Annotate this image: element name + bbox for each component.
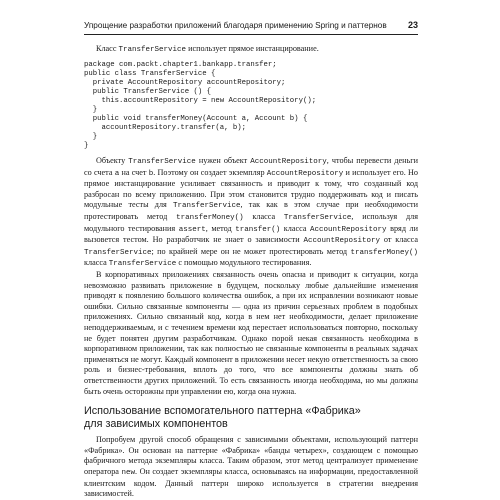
code-line: } (84, 105, 98, 114)
code-line: public TransferService () { (84, 87, 211, 96)
code-line: package com.packt.chapter1.bankapp.transfer; (84, 60, 277, 69)
page-content (84, 44, 418, 500)
code-line: } (84, 142, 89, 151)
code-line: public class TransferService { (84, 69, 216, 78)
running-title: Упрощение разработки приложений благодаря применению Spring и паттернов (84, 21, 387, 30)
body-paragraph-2: В корпоративных приложениях связанность очень опасна и приводит к ситуации, когда невозможно развивать приложение в будущем, поскольку любые дальнейшие изменения приводят к появлению большого количества ошибок, а при их исправлении возникают новые ошибки. Сильно связанные компоненты — одна из причин серьезных проблем в подобных приложениях. Сильно связанный код, когда в нем нет необходимости, делает приложение неподдерживаемым, и с течением времени код перестает использоваться повторно, поскольку не будет понятен другим разработчикам. Однако порой некая связанность необходима в корпоративном приложении, так как полностью не связанные компоненты в реальных задачах применяться не могут. Каждый компонент в приложении несет некую ответственность за свою роль и бизнес-требования, вплоть до того, что все компоненты должны знать об ответственности других приложений. То есть связанность иногда необходима, но мы должны быть очень осторожны при управлении ею, когда она нужна. (84, 270, 418, 396)
class-name: TransferService (118, 46, 187, 54)
code-line: } (84, 132, 98, 141)
code-line: private AccountRepository accountRepository; (84, 78, 286, 87)
body-paragraph-1: Объекту TransferService нужен объект AccountRepository, чтобы перевести деньги со счета a на счет b. Поэтому он создает экземпляр AccountRepository и использует его. Но прямое инстанцирование усиливает связанность и приводит к тому, что созданный код разбросан по всему приложению. При этом становится трудно поддерживать код и писать модульные тесты для TransferService, так как в этом случае при необходимости протестировать метод transferMoney() класса TransferService, используя для модульного тестирования assert, метод transfer() класса AccountRepository вряд ли вызовется тестом. Но разработчик не знает о зависимости AccountRepository от класса TransferService; по крайней мере он не может протестировать метод transferMoney() класса TransferService с помощью модульного тестирования. (84, 156, 419, 269)
code-line: accountRepository.transfer(a, b); (84, 123, 247, 132)
section-heading: Использование вспомогательного паттерна «Фабрика» для зависимых компонентов (84, 405, 361, 430)
running-header (84, 21, 418, 35)
code-line: public void transferMoney(Account a, Account b) { (84, 114, 308, 123)
code-listing (84, 61, 418, 151)
intro-paragraph: Класс TransferService использует прямое инстанцирование. (96, 44, 319, 54)
body-paragraph-3: Попробуем другой способ обращения с зависимыми объектами, использующий паттерн «Фабрика». Он основан на паттерне «Фабрика» «банды четырех», создающем с помощью фабричного метода экземпляры класса. Таким образом, этот метод централизует применение оператора new. Он создает экземпляры класса, основываясь на информации, предоставленной клиентским кодом. Данный паттерн широко используется в стратегии внедрения зависимостей. (84, 435, 419, 499)
page-number: 23 (407, 20, 418, 30)
code-line: this.accountRepository = new AccountRepository(); (84, 96, 317, 105)
